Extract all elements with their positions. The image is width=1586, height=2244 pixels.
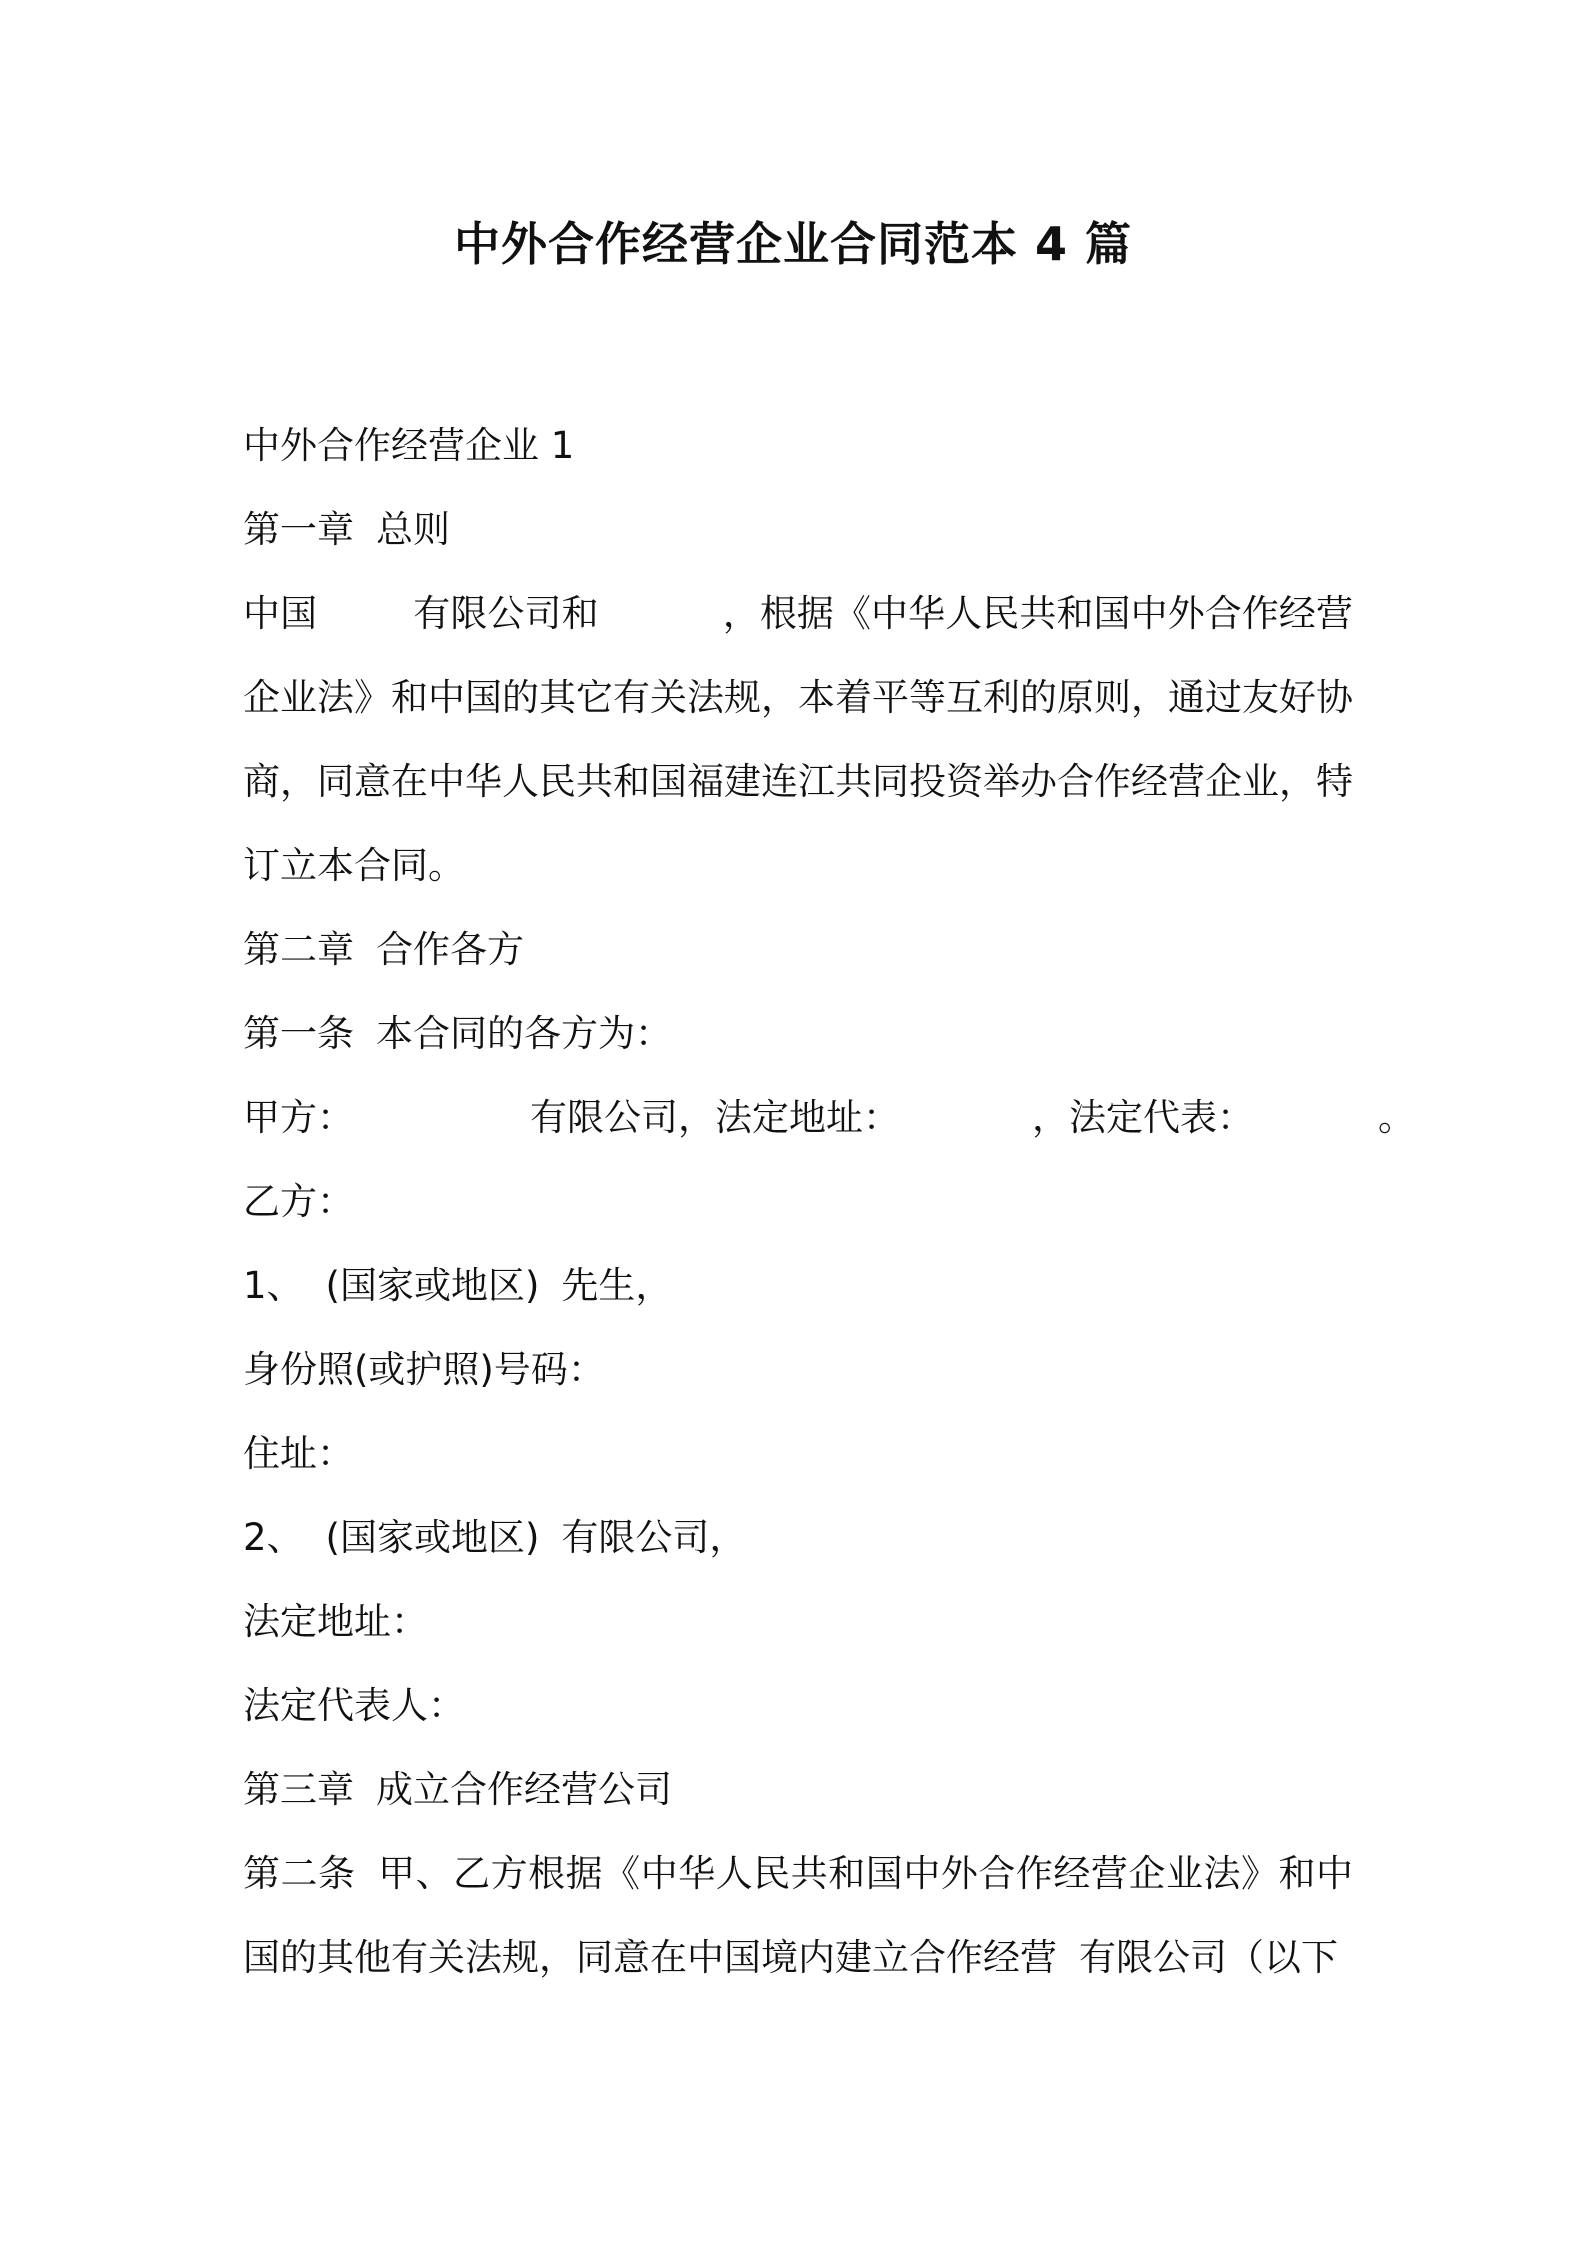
party-a-line xyxy=(243,1076,1415,1160)
article-2-text: 甲、乙方根据《中华人民共和国中外合作经营企业法》和中国的其他有关法规，同意在中国境内建立合作经营 xyxy=(243,1852,1354,1979)
party-b-1 xyxy=(243,1244,1353,1328)
party-b-2-region: (国家或地区) xyxy=(325,1516,540,1559)
address-line: 住址： xyxy=(243,1432,354,1475)
chapter-3-name: 成立合作经营公司 xyxy=(376,1768,672,1811)
party-a-label: 甲方： xyxy=(243,1096,354,1139)
id-number-line: 身份照(或护照)号码： xyxy=(243,1348,605,1391)
article-2-tail: 有限公司（以下 xyxy=(1079,1936,1338,1979)
chapter-3-label: 第三章 xyxy=(243,1768,354,1811)
chapter-3-heading xyxy=(243,1748,1353,1832)
article-1 xyxy=(243,992,1353,1076)
preamble-text: ，根据《中华人民共和国中外合作经营企业法》和中国的其它有关法规，本着平等互利的原则，通过友好协商，同意在中华人民共和国福建连江共同投资举办合作经营企业，特订立本合同。 xyxy=(243,592,1354,887)
preamble-country: 中国 xyxy=(243,592,318,635)
party-b-2 xyxy=(243,1496,1353,1580)
party-a-rep: ，法定代表： xyxy=(1032,1096,1254,1139)
article-1-text: 本合同的各方为： xyxy=(376,1012,672,1055)
article-1-label: 第一条 xyxy=(243,1012,354,1055)
party-b-2-num: 2、 xyxy=(243,1516,304,1559)
chapter-1-label: 第一章 xyxy=(243,508,354,551)
article-2-paragraph xyxy=(243,1832,1353,2000)
legal-rep-line: 法定代表人： xyxy=(243,1684,465,1727)
legal-address-line: 法定地址： xyxy=(243,1600,428,1643)
chapter-1-heading xyxy=(243,488,1353,572)
chapter-2-heading xyxy=(243,908,1353,992)
preamble-paragraph xyxy=(243,572,1353,908)
chapter-2-name: 合作各方 xyxy=(376,928,524,971)
party-a-end: 。 xyxy=(1378,1096,1415,1139)
party-b-1-num: 1、 xyxy=(243,1264,304,1307)
section-heading: 中外合作经营企业 1 xyxy=(243,424,575,467)
document-body xyxy=(243,404,1415,2000)
chapter-2-label: 第二章 xyxy=(243,928,354,971)
party-b-1-title: 先生， xyxy=(561,1264,673,1307)
party-b-label: 乙方： xyxy=(243,1180,354,1223)
party-a-company: 有限公司，法定地址： xyxy=(530,1096,900,1139)
party-b-1-region: (国家或地区) xyxy=(325,1264,540,1307)
party-b-2-company: 有限公司， xyxy=(561,1516,747,1559)
article-2-label: 第二条 xyxy=(243,1852,356,1895)
document-title: 中外合作经营企业合同范本 4 篇 xyxy=(453,217,1133,271)
chapter-1-name: 总则 xyxy=(376,508,450,551)
preamble-company: 有限公司和 xyxy=(413,592,599,635)
